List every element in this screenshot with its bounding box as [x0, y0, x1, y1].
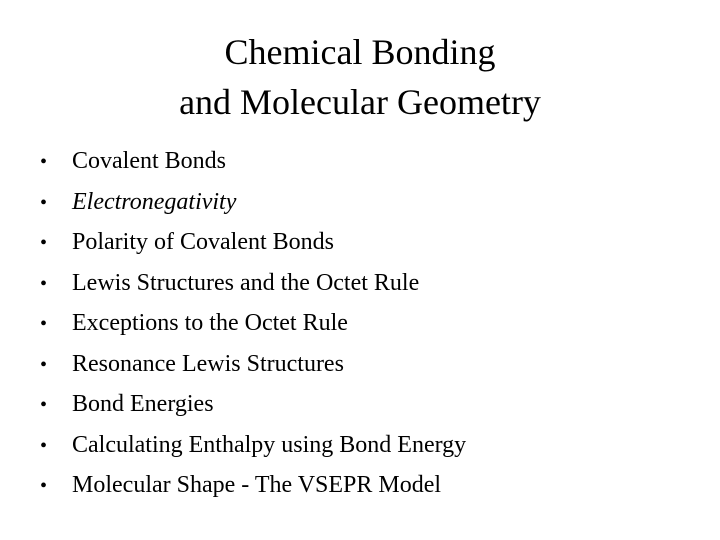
- bullet-item: [40, 182, 466, 223]
- bullet-icon: •: [40, 394, 48, 416]
- bullet-text: Resonance Lewis Structures: [72, 350, 344, 377]
- bullet-icon: •: [40, 313, 48, 335]
- title-line-2: and Molecular Geometry: [179, 82, 541, 122]
- bullet-text: Covalent Bonds: [72, 148, 226, 174]
- bullet-icon: •: [40, 191, 48, 214]
- bullet-icon: •: [40, 353, 48, 376]
- bullet-icon: •: [40, 232, 48, 254]
- bullet-icon: •: [40, 151, 48, 173]
- bullet-item: [40, 344, 466, 385]
- bullet-item: [40, 263, 466, 304]
- bullet-icon: •: [40, 434, 48, 457]
- bullet-text: Bond Energies: [72, 391, 214, 417]
- bullet-text: Lewis Structures and the Octet Rule: [72, 269, 420, 296]
- bullet-item: [40, 303, 466, 344]
- bullet-icon: •: [40, 272, 48, 295]
- bullet-text: Exceptions to the Octet Rule: [72, 310, 348, 336]
- bullet-text: Calculating Enthalpy using Bond Energy: [72, 431, 467, 458]
- bullet-item: [40, 465, 466, 506]
- bullet-text: Molecular Shape - The VSEPR Model: [72, 472, 442, 498]
- slide-title: [0, 27, 720, 127]
- bullet-item: [40, 222, 466, 263]
- bullet-text: Electronegativity: [72, 188, 237, 215]
- bullet-icon: •: [40, 475, 48, 497]
- title-line-1: Chemical Bonding: [224, 32, 496, 72]
- bullet-item: [40, 425, 466, 466]
- bullet-item: [40, 141, 466, 182]
- bullet-item: [40, 384, 466, 425]
- bullet-list: [40, 141, 466, 506]
- bullet-text: Polarity of Covalent Bonds: [72, 229, 334, 255]
